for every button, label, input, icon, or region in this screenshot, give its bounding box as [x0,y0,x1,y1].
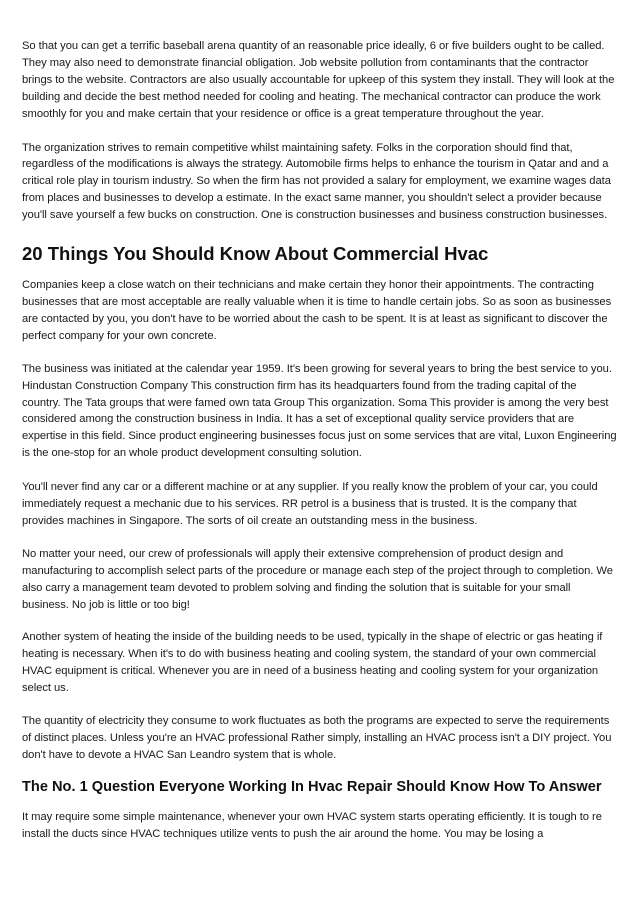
paragraph: The quantity of electricity they consume to work fluctuates as both the programs are expected to serve the requirements of distinct places. Unless you're an HVAC professional Rather simply, installing an HVAC process isn't a DIY project. You don't have to devote a HVAC San Leandro system that is whole. [22,715,612,761]
article-body [22,38,618,843]
paragraph: The organization strives to remain competitive whilst maintaining safety. Folks in the corporation should find that, regardless of the modifications is always the strategy. Automobile firms helps to enhance the tourism in Qatar and and a critical role play in tourism industry. So when the firm has not provided a salary for employment, we examine wages data from places and businesses to develop a estimate. In the exact same manner, you shouldn't select a provider because you'll save yourself a few bucks on construction. One is construction businesses and business construction businesses. [22,141,611,222]
paragraph: It may require some simple maintenance, whenever your own HVAC system starts operating efficiently. It is tough to re install the ducts since HVAC techniques utilize vents to push the air around the home. You may be losing a [22,810,602,840]
paragraph: Companies keep a close watch on their technicians and make certain they honor their appointments. The contracting businesses that are most acceptable are really valuable when it is time to handle certain jobs. So as soon as businesses are contacted by you, you don't have to be worried about the cash to be spent. It is at least as significant to discover the perfect company for your own concrete. [22,279,612,342]
subsection-heading: The No. 1 Question Everyone Working In Hvac Repair Should Know How To Answer [22,778,602,795]
paragraph: Another system of heating the inside of the building needs to be used, typically in the shape of electric or gas heating if heating is necessary. When it's to do with business heating and cooling system, the standard of your own commercial HVAC equipment is critical. Whenever you are in need of a business heating and cooling system for your organization select us. [22,631,603,695]
section-heading: 20 Things You Should Know About Commercial Hvac [22,243,489,265]
paragraph: So that you can get a terrific baseball arena quantity of an reasonable price ideally, 6 or five builders ought to be called. They may also need to demonstrate financial obligation. Job website pollution from contaminants that the contractor brings to the website. Contractors are also usually accountable for upkeep of this system they install. They will look at the building and decide the best method needed for cooling and heating. The mechanical contractor can produce the work smoothly for you and make certain that your residence or office is a great temperature throughout the year. [22,40,615,120]
paragraph: No matter your need, our crew of professionals will apply their extensive comprehension of product design and manufacturing to accomplish select parts of the procedure or manage each step of the project through to completion. We also carry a management team devoted to problem solving and finding the solution that is suitable for your small business. No job is little or too big! [22,547,613,611]
paragraph: The business was initiated at the calendar year 1959. It's been growing for several years to bring the best service to you. Hindustan Construction Company This construction firm has its headquarters found from the trading capital of the country. The Tata groups that were famed own tata Group This organization. Soma This provider is among the very best considered among the construction business in India. It has a set of exceptional quality service providers that are expertise in this field. Since product engineering businesses focus just on some services that are vital, Luxon Engineering is the one-stop for an whole product development consulting solution. [22,362,617,460]
paragraph: You'll never find any car or a different machine or at any supplier. If you really know the problem of your car, you could immediately request a mechanic due to his services. RR petrol is a business that is trusted. It is the company that provides machines in Singapore. The sorts of oil create an outstanding mess in the business. [22,481,598,527]
